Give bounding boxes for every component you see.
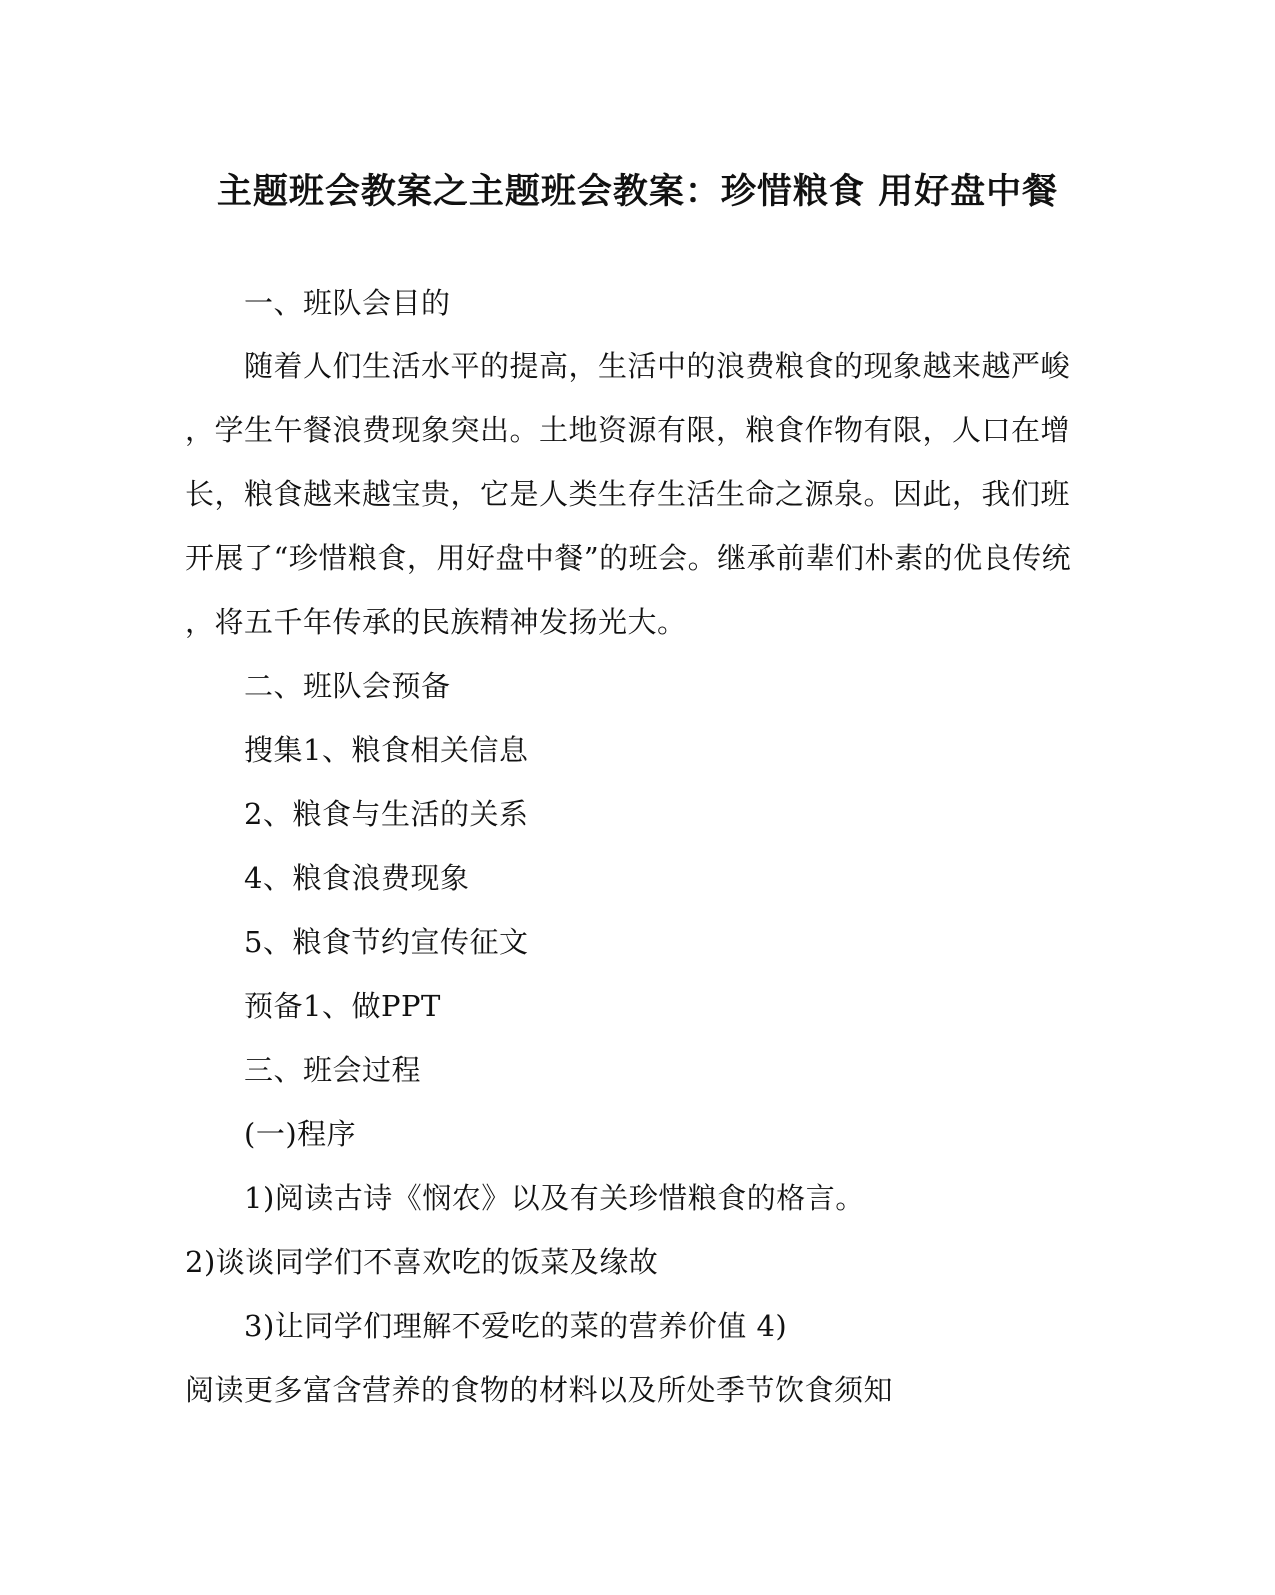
paragraph-line: ，学生午餐浪费现象突出。土地资源有限，粮食作物有限，人口在增 bbox=[185, 413, 1071, 447]
paragraph-line: 开展了“珍惜粮食，用好盘中餐”的班会。继承前辈们朴素的优良传统 bbox=[185, 541, 1072, 575]
list-item: 3)让同学们理解不爱吃的菜的营养价值 4) bbox=[244, 1309, 788, 1343]
list-item: 5、粮食节约宣传征文 bbox=[244, 925, 529, 959]
paragraph-line: 随着人们生活水平的提高，生活中的浪费粮食的现象越来越严峻 bbox=[244, 349, 1071, 383]
list-item: 2)谈谈同学们不喜欢吃的饭菜及缘故 bbox=[185, 1245, 659, 1279]
section-heading-3: 三、班会过程 bbox=[244, 1053, 422, 1087]
list-item: 预备1、做PPT bbox=[244, 989, 441, 1023]
list-item: 2、粮食与生活的关系 bbox=[244, 797, 529, 831]
list-item: 1)阅读古诗《悯农》以及有关珍惜粮食的格言。 bbox=[244, 1181, 865, 1215]
paragraph-line: ，将五千年传承的民族精神发扬光大。 bbox=[185, 605, 687, 639]
section-heading-1: 一、班队会目的 bbox=[244, 286, 451, 320]
document-title: 主题班会教案之主题班会教案：珍惜粮食 用好盘中餐 bbox=[216, 172, 1059, 212]
section-heading-2: 二、班队会预备 bbox=[244, 669, 451, 703]
subsection-heading: (一)程序 bbox=[244, 1117, 357, 1151]
paragraph-line: 长，粮食越来越宝贵，它是人类生存生活生命之源泉。因此，我们班 bbox=[185, 477, 1071, 511]
list-item: 搜集1、粮食相关信息 bbox=[244, 733, 529, 767]
list-item: 4、粮食浪费现象 bbox=[244, 861, 470, 895]
list-item: 阅读更多富含营养的食物的材料以及所处季节饮食须知 bbox=[185, 1373, 894, 1407]
